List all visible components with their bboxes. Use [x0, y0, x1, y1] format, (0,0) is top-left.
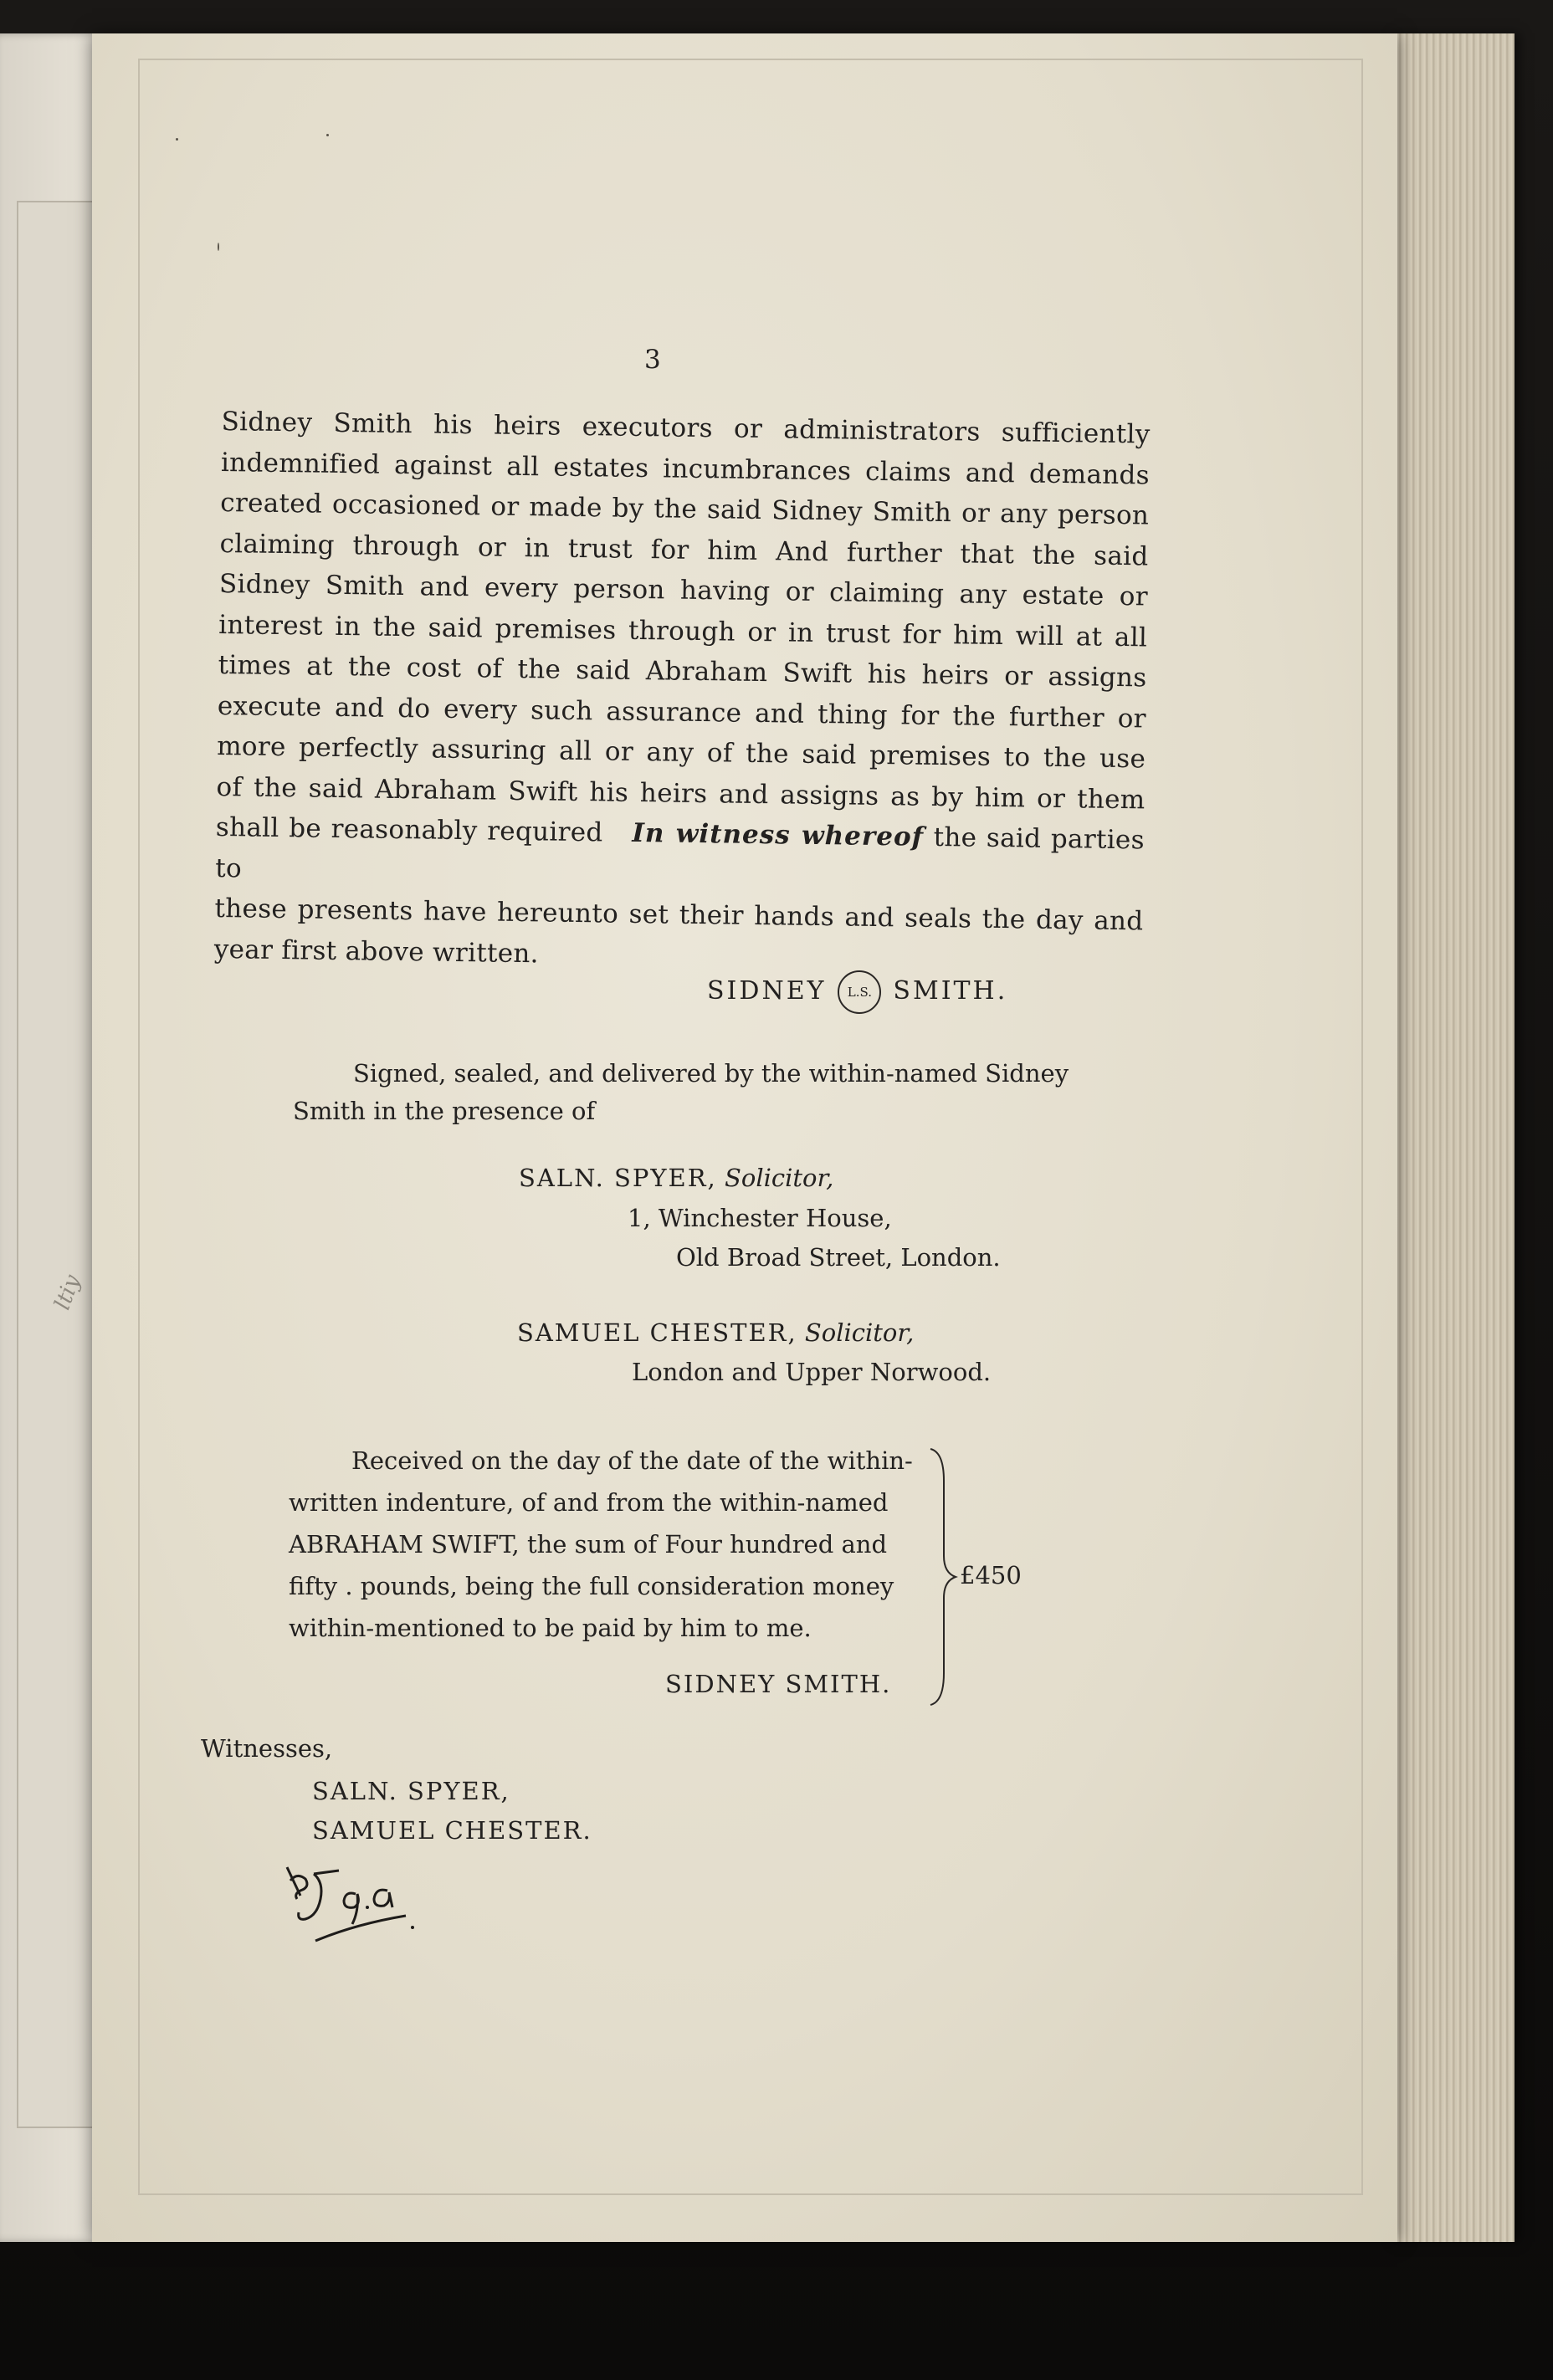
witness1-address-2: Old Broad Street, London.	[676, 1243, 1001, 1272]
facing-page-scribble: ltiy	[49, 1272, 86, 1313]
body-line: Sidney Smith and every person having or claiming any estate or	[218, 568, 1149, 612]
body-line: claiming through or in trust for him And further that the said	[219, 528, 1149, 571]
signature-last-name: SMITH.	[893, 976, 1008, 1006]
witness1-line	[519, 1159, 833, 1197]
receipt-signature: SIDNEY SMITH.	[665, 1670, 892, 1698]
witness1-title: Solicitor,	[725, 1164, 834, 1192]
witness1-name: SALN. SPYER,	[519, 1164, 717, 1192]
body-line: created occasioned or made by the said Sidney Smith or any person	[220, 487, 1150, 531]
page-stack-edge	[1389, 33, 1515, 2242]
body-text-fragment: the said parties to	[214, 821, 1146, 883]
body-line: of the said Abraham Swift his heirs and assigns as by him or them	[216, 771, 1146, 815]
dust-speck	[218, 243, 219, 251]
witness-phrase: In witness whereof	[632, 817, 925, 852]
dust-speck	[326, 134, 329, 136]
witness2-address: London and Upper Norwood.	[632, 1358, 992, 1386]
body-line: times at the cost of the said Abraham Swift his heirs or assigns	[218, 649, 1147, 694]
seal-mark: L.S.	[838, 970, 881, 1014]
document-page	[92, 33, 1397, 2242]
handwritten-initials	[280, 1857, 423, 1949]
witness1-address-1: 1, Winchester House,	[628, 1204, 892, 1232]
witness2-line	[517, 1313, 914, 1352]
receipt-line: within-mentioned to be paid by him to me.	[289, 1614, 812, 1642]
witnesses-heading: Witnesses,	[201, 1734, 333, 1763]
receipt-line: ABRAHAM SWIFT, the sum of Four hundred and	[289, 1530, 888, 1559]
body-line: more perfectly assuring all or any of the said premises to the use	[216, 730, 1146, 775]
witness2-name: SAMUEL CHESTER,	[517, 1318, 797, 1347]
body-line: interest in the said premises through or in trust for him will at all	[218, 609, 1148, 653]
body-text-fragment: shall be reasonably required	[215, 811, 603, 848]
body-line: execute and do every such assurance and thing for the further or	[217, 690, 1147, 734]
page-number: 3	[644, 345, 661, 375]
body-line: year first above written.	[213, 934, 540, 969]
deed-body	[214, 402, 1151, 982]
receipt-line: written indenture, of and from the within-named	[289, 1488, 889, 1517]
body-line: Sidney Smith his heirs executors or administrators sufficiently	[221, 406, 1151, 450]
receipt-brace	[929, 1447, 962, 1707]
body-line: indemnified against all estates incumbrances claims and demands	[220, 447, 1151, 490]
witness-name: SAMUEL CHESTER.	[312, 1816, 592, 1845]
attestation-line-2: Smith in the presence of	[293, 1097, 596, 1125]
body-line-witness	[215, 807, 1145, 901]
receipt-line: fifty . pounds, being the full consideration money	[289, 1572, 894, 1600]
witness-name: SALN. SPYER,	[312, 1777, 510, 1805]
signature-first-name: SIDNEY	[707, 976, 827, 1006]
receipt-amount: £450	[960, 1561, 1022, 1589]
dust-speck	[176, 138, 178, 141]
principal-signature	[707, 970, 1007, 1014]
body-line: these presents have hereunto set their hands and seals the day and	[214, 893, 1144, 937]
attestation-line-1: Signed, sealed, and delivered by the within-named Sidney	[353, 1059, 1069, 1088]
witness2-title: Solicitor,	[804, 1318, 915, 1347]
receipt-line: Received on the day of the date of the within-	[351, 1446, 913, 1475]
